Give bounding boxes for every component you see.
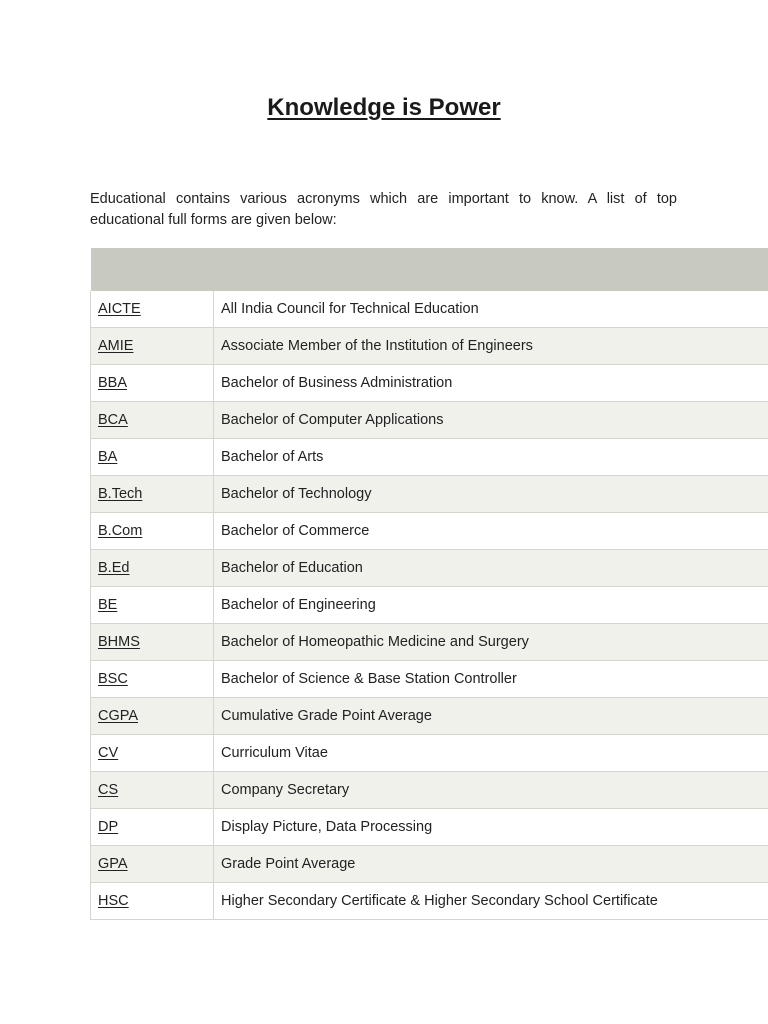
full-form-cell: Bachelor of Science & Base Station Controller xyxy=(214,661,768,698)
table-row xyxy=(91,513,768,550)
page-title: Knowledge is Power xyxy=(267,94,501,121)
acronym-link[interactable]: BE xyxy=(98,597,118,613)
full-form-cell: Bachelor of Homeopathic Medicine and Surgery xyxy=(214,624,768,661)
acronym-link[interactable]: HSC xyxy=(98,893,129,909)
table-row xyxy=(91,550,768,587)
table-row xyxy=(91,846,768,883)
acronym-link[interactable]: AICTE xyxy=(98,301,141,317)
acronym-cell xyxy=(91,439,214,476)
acronym-cell xyxy=(91,883,214,920)
intro-paragraph: Educational contains various acronyms which are important to know. A list of top educational full forms are given below: xyxy=(90,191,677,228)
acronym-link[interactable]: CGPA xyxy=(98,708,139,724)
acronym-table xyxy=(90,248,768,920)
acronym-cell xyxy=(91,624,214,661)
acronym-link[interactable]: BSC xyxy=(98,671,128,687)
full-form-cell: Bachelor of Business Administration xyxy=(214,365,768,402)
full-form-cell: Bachelor of Engineering xyxy=(214,587,768,624)
acronym-cell xyxy=(91,772,214,809)
acronym-cell xyxy=(91,809,214,846)
acronym-cell xyxy=(91,513,214,550)
acronym-link[interactable]: B.Com xyxy=(98,523,143,539)
table-row xyxy=(91,661,768,698)
table-row xyxy=(91,402,768,439)
full-form-cell: Bachelor of Commerce xyxy=(214,513,768,550)
table-header-cell xyxy=(91,248,214,291)
table-row xyxy=(91,328,768,365)
full-form-cell: Bachelor of Technology xyxy=(214,476,768,513)
acronym-link[interactable]: BCA xyxy=(98,412,128,428)
acronym-link[interactable]: BHMS xyxy=(98,634,140,650)
table-body xyxy=(91,291,768,920)
full-form-cell: Associate Member of the Institution of Engineers xyxy=(214,328,768,365)
acronym-cell xyxy=(91,846,214,883)
acronym-cell xyxy=(91,476,214,513)
acronym-cell xyxy=(91,698,214,735)
table-row xyxy=(91,809,768,846)
table-row xyxy=(91,587,768,624)
table-header-row xyxy=(91,248,768,291)
acronym-link[interactable]: BA xyxy=(98,449,118,465)
full-form-cell: Bachelor of Computer Applications xyxy=(214,402,768,439)
acronym-cell xyxy=(91,735,214,772)
table-row xyxy=(91,439,768,476)
acronym-table-container xyxy=(90,248,768,920)
acronym-cell xyxy=(91,661,214,698)
acronym-cell xyxy=(91,328,214,365)
full-form-cell: Bachelor of Education xyxy=(214,550,768,587)
acronym-link[interactable]: CS xyxy=(98,782,119,798)
table-row xyxy=(91,883,768,920)
acronym-cell xyxy=(91,550,214,587)
acronym-link[interactable]: AMIE xyxy=(98,338,134,354)
full-form-cell: All India Council for Technical Education xyxy=(214,291,768,328)
full-form-cell: Higher Secondary Certificate & Higher Secondary School Certificate xyxy=(214,883,768,920)
full-form-cell: Bachelor of Arts xyxy=(214,439,768,476)
acronym-link[interactable]: GPA xyxy=(98,856,128,872)
full-form-cell: Grade Point Average xyxy=(214,846,768,883)
full-form-cell: Cumulative Grade Point Average xyxy=(214,698,768,735)
table-row xyxy=(91,772,768,809)
full-form-cell: Curriculum Vitae xyxy=(214,735,768,772)
acronym-cell xyxy=(91,402,214,439)
table-header-cell xyxy=(214,248,768,291)
acronym-link[interactable]: DP xyxy=(98,819,119,835)
table-row xyxy=(91,291,768,328)
acronym-link[interactable]: B.Tech xyxy=(98,486,143,502)
table-row xyxy=(91,624,768,661)
acronym-link[interactable]: BBA xyxy=(98,375,128,391)
table-row xyxy=(91,698,768,735)
acronym-cell xyxy=(91,291,214,328)
acronym-cell xyxy=(91,587,214,624)
full-form-cell: Display Picture, Data Processing xyxy=(214,809,768,846)
acronym-link[interactable]: B.Ed xyxy=(98,560,130,576)
table-row xyxy=(91,735,768,772)
full-form-cell: Company Secretary xyxy=(214,772,768,809)
table-row xyxy=(91,365,768,402)
table-row xyxy=(91,476,768,513)
acronym-link[interactable]: CV xyxy=(98,745,119,761)
acronym-cell xyxy=(91,365,214,402)
